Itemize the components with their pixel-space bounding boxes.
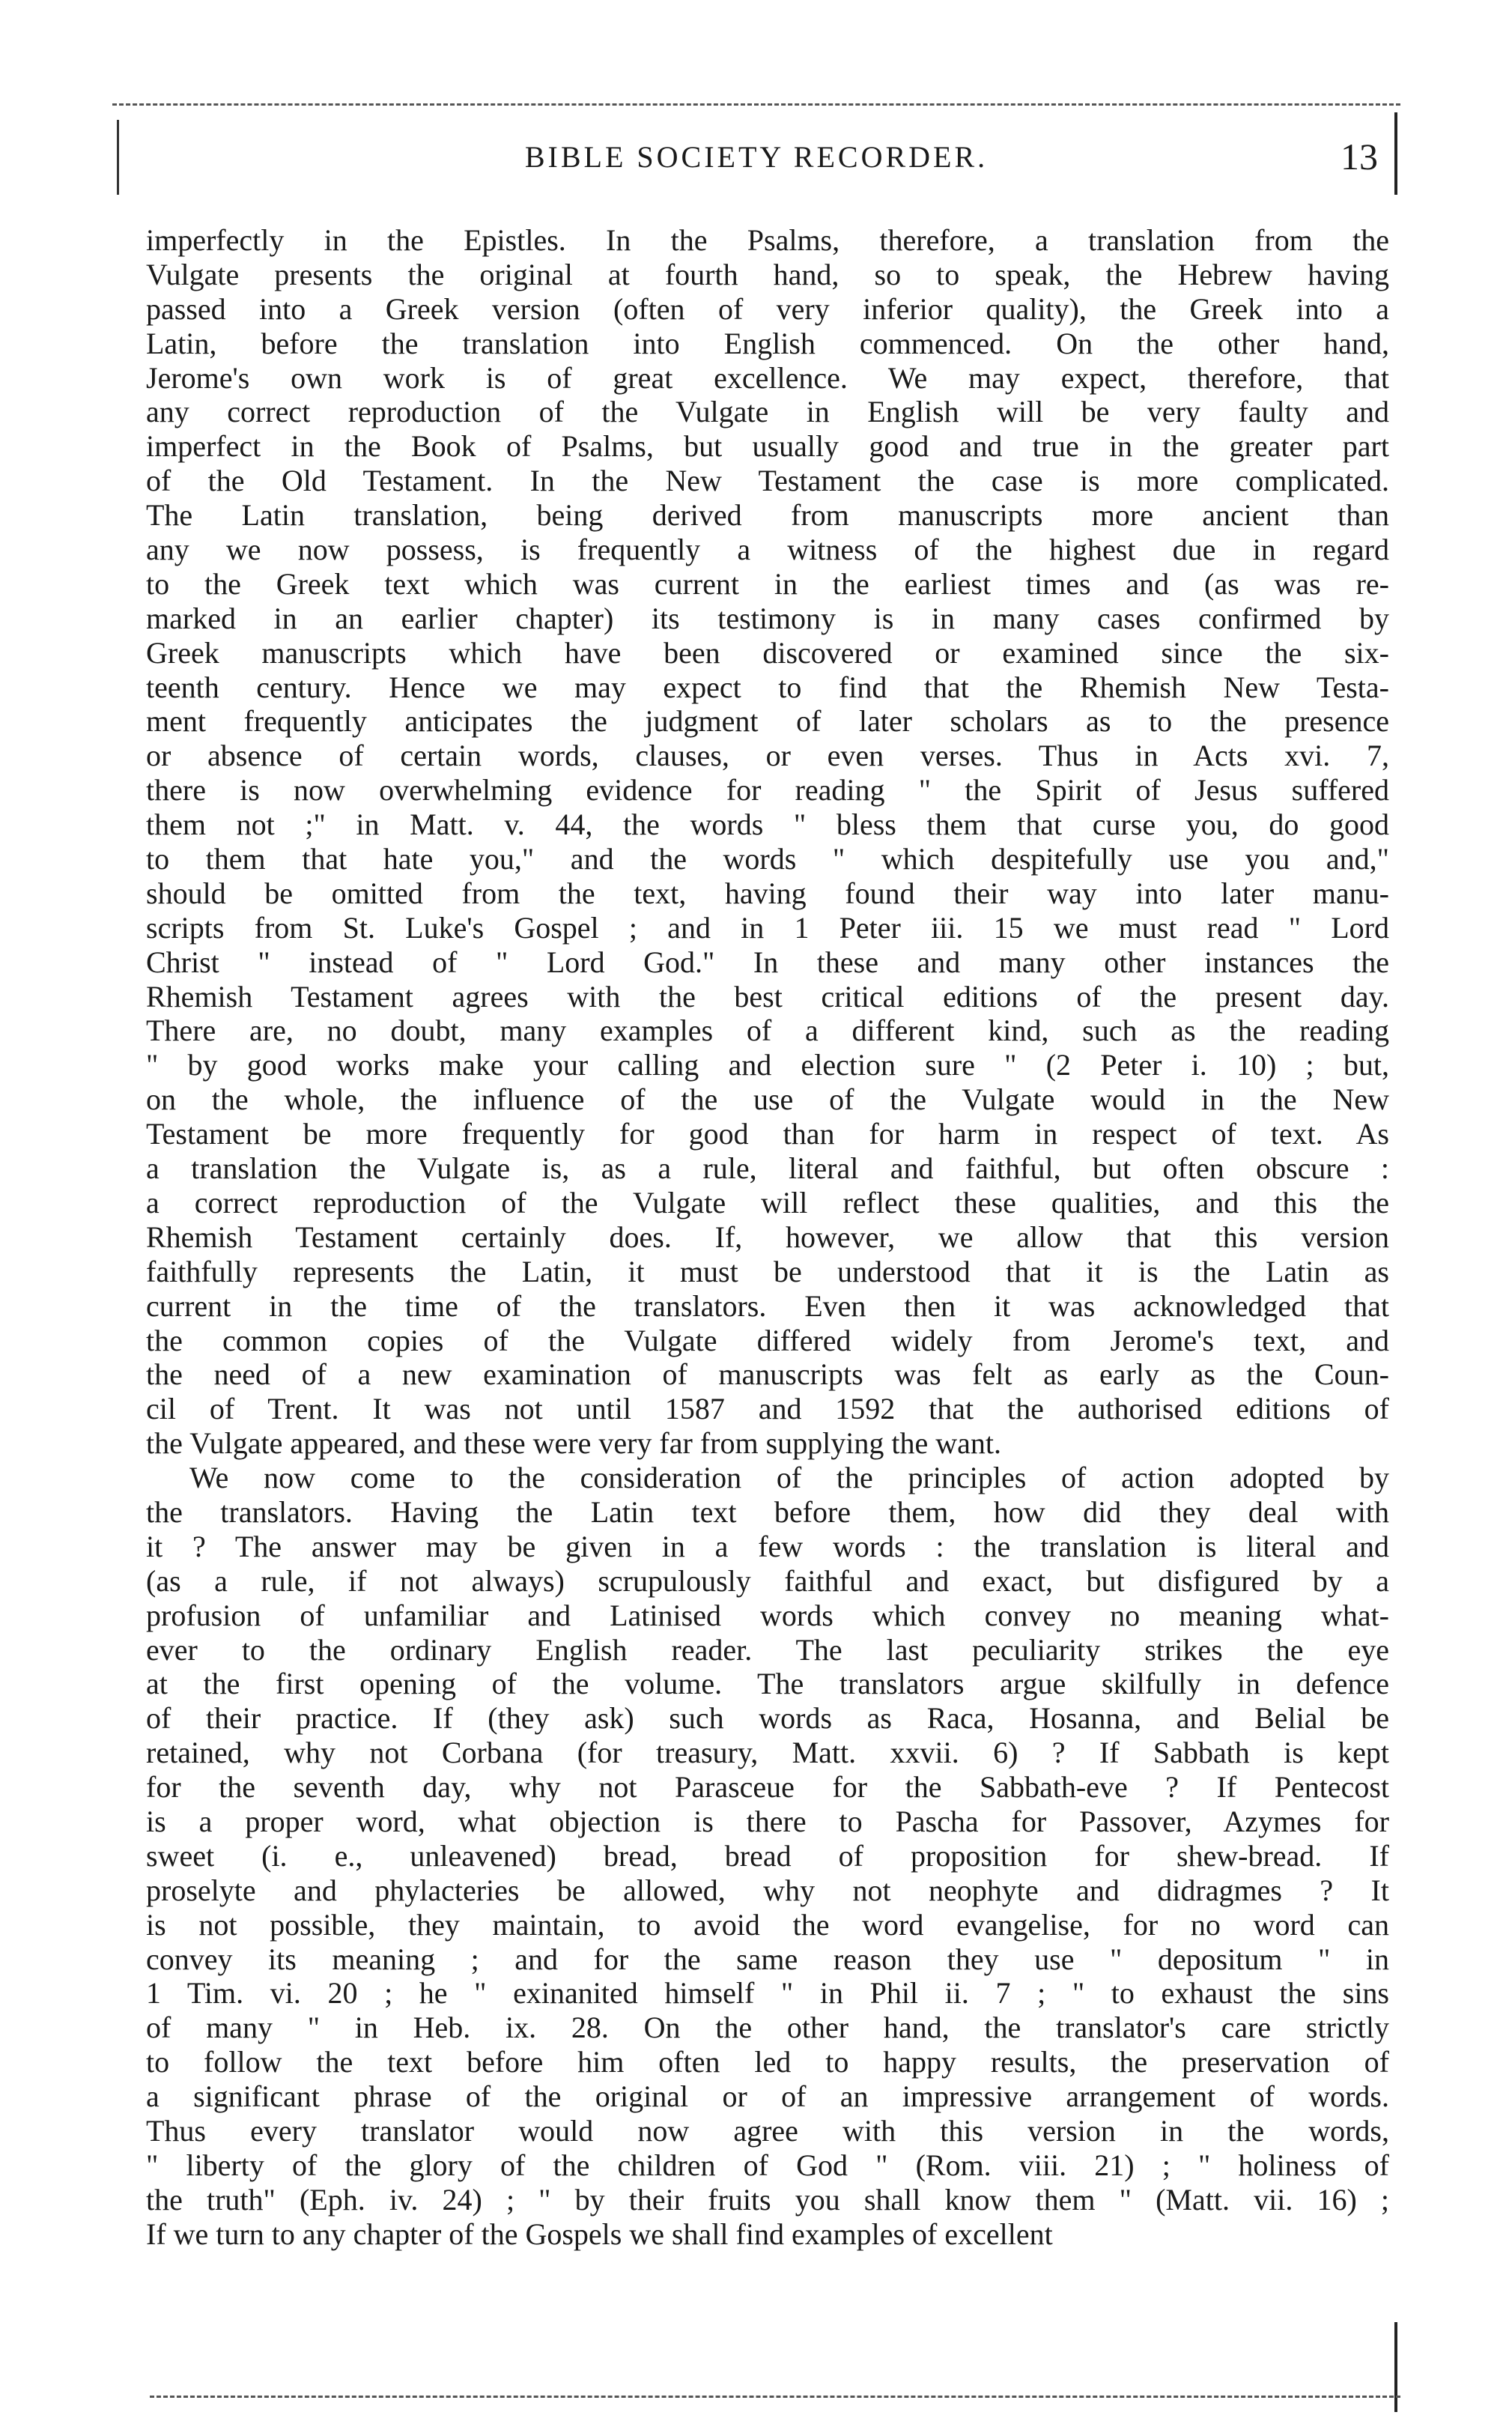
text-line: for the seventh day, why not Parasceue for the Sabbath-eve ? If Pentecost [146, 1770, 1389, 1805]
text-line: Rhemish Testament certainly does. If, however, we allow that this version [146, 1219, 1389, 1254]
text-line: Thus every translator would now agree with this version in the words, [146, 2113, 1389, 2148]
text-line: to the Greek text which was current in the earliest times and (as was re- [146, 566, 1389, 601]
text-line: Greek manuscripts which have been discovered or examined since the six- [146, 635, 1389, 670]
text-line: Vulgate presents the original at fourth hand, so to speak, the Hebrew having [146, 257, 1389, 291]
text-line: teenth century. Hence we may expect to find that the Rhemish New Testa- [146, 670, 1389, 704]
text-line: sweet (i. e., unleavened) bread, bread of proposition for shew-bread. If [146, 1838, 1389, 1873]
text-line: a translation the Vulgate is, as a rule, literal and faithful, but often obscure : [146, 1151, 1389, 1186]
text-line: " by good works make your calling and election sure " (2 Peter i. 10) ; but, [146, 1048, 1389, 1082]
bottom-rule [150, 2396, 1400, 2398]
right-margin-line [1394, 112, 1397, 195]
text-line: proselyte and phylacteries be allowed, why not neophyte and didragmes ? It [146, 1873, 1389, 1907]
text-line: convey its meaning ; and for the same reason they use " depositum " in [146, 1942, 1389, 1976]
text-line: the translators. Having the Latin text before them, how did they deal with [146, 1494, 1389, 1529]
text-line: cil of Trent. It was not until 1587 and 1592 that the authorised editions of [146, 1392, 1389, 1426]
text-line: current in the time of the translators. Even then it was acknowledged that [146, 1288, 1389, 1323]
text-line: a correct reproduction of the Vulgate will reflect these qualities, and this the [146, 1185, 1389, 1219]
text-line: The Latin translation, being derived from manuscripts more ancient than [146, 498, 1389, 533]
text-line: (as a rule, if not always) scrupulously faithful and exact, but disfigured by a [146, 1563, 1389, 1598]
text-line: Testament be more frequently for good than for harm in respect of text. As [146, 1117, 1389, 1151]
text-line: imperfect in the Book of Psalms, but usually good and true in the greater part [146, 429, 1389, 464]
text-line: to follow the text before him often led to happy results, the preservation of [146, 2045, 1389, 2079]
text-line: passed into a Greek version (often of very inferior quality), the Greek into a [146, 291, 1389, 326]
text-line: the truth" (Eph. iv. 24) ; " by their fruits you shall know them " (Matt. vii. 16) ; [146, 2182, 1389, 2217]
text-line: a significant phrase of the original or of an impressive arrangement of words. [146, 2079, 1389, 2114]
text-line: Latin, before the translation into English commenced. On the other hand, [146, 326, 1389, 360]
text-line: scripts from St. Luke's Gospel ; and in 1 Peter iii. 15 we must read " Lord [146, 910, 1389, 945]
text-line: the need of a new examination of manuscripts was felt as early as the Coun- [146, 1357, 1389, 1392]
text-line: 1 Tim. vi. 20 ; he " exinanited himself " in Phil ii. 7 ; " to exhaust the sins [146, 1976, 1389, 2011]
text-line: Jerome's own work is of great excellence. We may expect, therefore, that [146, 360, 1389, 395]
text-line: should be omitted from the text, having found their way into later manu- [146, 876, 1389, 910]
text-line: of their practice. If (they ask) such words as Raca, Hosanna, and Belial be [146, 1701, 1389, 1736]
text-line: there is now overwhelming evidence for reading " the Spirit of Jesus suffered [146, 773, 1389, 808]
text-line: is not possible, they maintain, to avoid the word evangelise, for no word can [146, 1907, 1389, 1942]
text-line: Christ " instead of " Lord God." In these and many other instances the [146, 945, 1389, 979]
text-line: them not ;" in Matt. v. 44, the words " bless them that curse you, do good [146, 808, 1389, 842]
page-number: 13 [1341, 136, 1378, 178]
top-rule [112, 103, 1400, 106]
page-header [135, 135, 1378, 187]
left-margin-line [117, 120, 119, 195]
text-line: profusion of unfamiliar and Latinised words which convey no meaning what- [146, 1598, 1389, 1632]
text-line: There are, no doubt, many examples of a different kind, such as the reading [146, 1014, 1389, 1048]
running-title: BIBLE SOCIETY RECORDER. [524, 140, 989, 174]
right-margin-line-bottom [1394, 2322, 1397, 2412]
body-text [146, 223, 1389, 2252]
text-line: of many " in Heb. ix. 28. On the other hand, the translator's care strictly [146, 2011, 1389, 2045]
text-line: marked in an earlier chapter) its testimony is in many cases confirmed by [146, 601, 1389, 635]
text-line: any correct reproduction of the Vulgate in English will be very faulty and [146, 395, 1389, 429]
text-line: We now come to the consideration of the principles of action adopted by [189, 1461, 1389, 1495]
text-line: retained, why not Corbana (for treasury, Matt. xxvii. 6) ? If Sabbath is kept [146, 1736, 1389, 1770]
text-line: " liberty of the glory of the children of God " (Rom. viii. 21) ; " holiness of [146, 2148, 1389, 2182]
text-line: Rhemish Testament agrees with the best critical editions of the present day. [146, 979, 1389, 1014]
text-line: If we turn to any chapter of the Gospels we shall find examples of excellent [146, 2217, 1053, 2251]
text-line: on the whole, the influence of the use of the Vulgate would in the New [146, 1082, 1389, 1117]
text-line: or absence of certain words, clauses, or even verses. Thus in Acts xvi. 7, [146, 739, 1389, 773]
text-line: at the first opening of the volume. The translators argue skilfully in defence [146, 1667, 1389, 1701]
text-line: it ? The answer may be given in a few words : the translation is literal and [146, 1529, 1389, 1563]
text-line: is a proper word, what objection is there to Pascha for Passover, Azymes for [146, 1804, 1389, 1838]
text-line: ever to the ordinary English reader. The last peculiarity strikes the eye [146, 1632, 1389, 1667]
text-line: faithfully represents the Latin, it must be understood that it is the Latin as [146, 1254, 1389, 1288]
text-line: the Vulgate appeared, and these were very far from supplying the want. [146, 1426, 1001, 1461]
text-line: the common copies of the Vulgate differed widely from Jerome's text, and [146, 1323, 1389, 1357]
text-line: to them that hate you," and the words " which despitefully use you and," [146, 842, 1389, 876]
text-line: of the Old Testament. In the New Testament the case is more complicated. [146, 464, 1389, 498]
text-line: ment frequently anticipates the judgment of later scholars as to the presence [146, 704, 1389, 739]
text-line: imperfectly in the Epistles. In the Psalms, therefore, a translation from the [146, 223, 1389, 257]
text-line: any we now possess, is frequently a witness of the highest due in regard [146, 533, 1389, 567]
